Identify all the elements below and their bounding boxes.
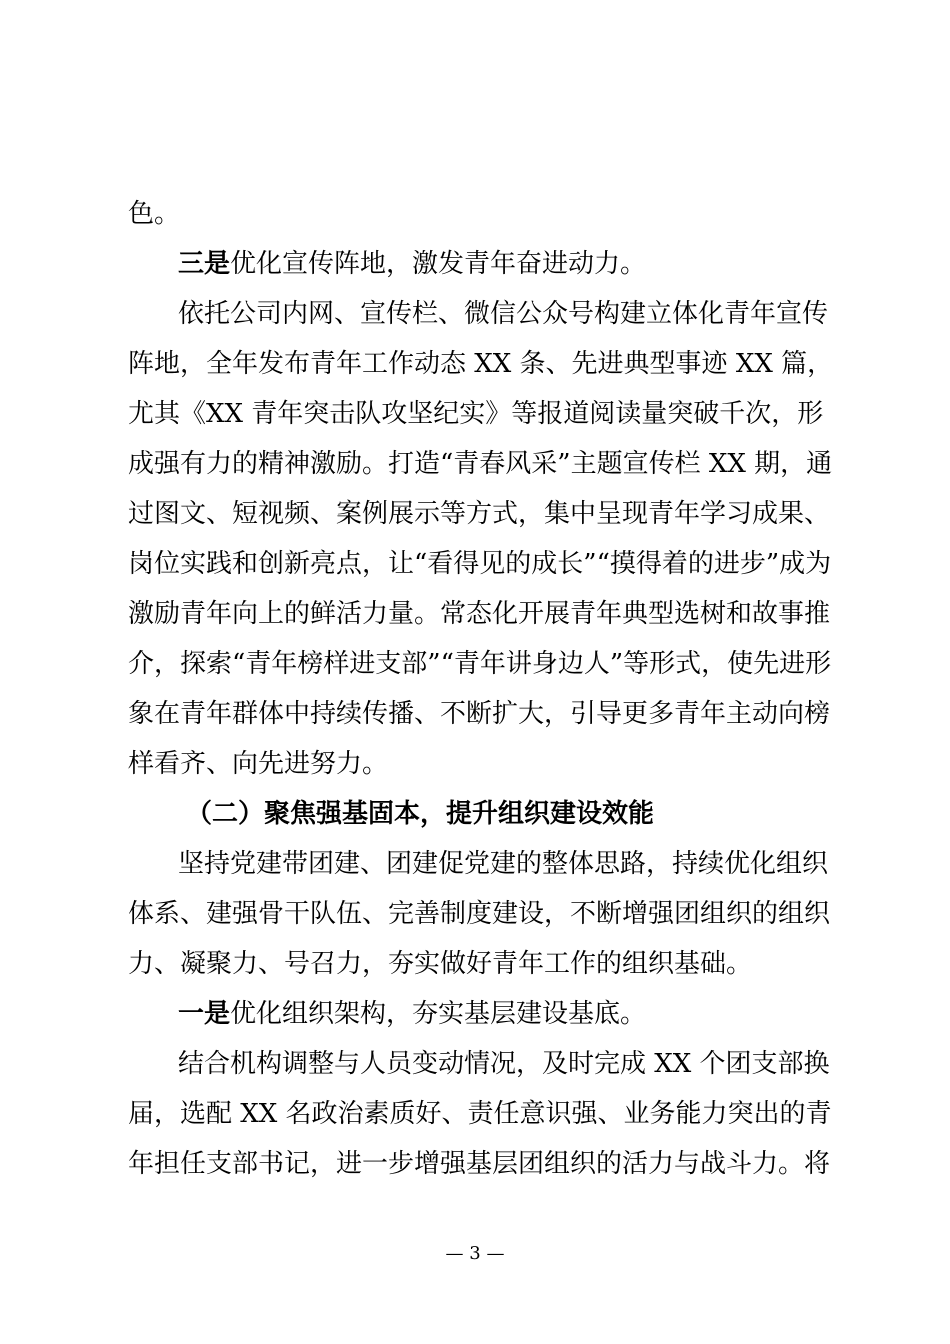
paragraph-line: 样看齐、向先进努力。	[128, 749, 389, 779]
paragraph-line: 体系、建强骨干队伍、完善制度建设，不断增强团组织的组织	[128, 899, 831, 929]
paragraph-line: 岗位实践和创新亮点，让“看得见的成长”“摸得着的进步”成为	[128, 549, 832, 579]
section-point-heading	[178, 244, 646, 284]
paragraph-line: 过图文、短视频、案例展示等方式，集中呈现青年学习成果、	[128, 499, 831, 529]
paragraph-line: 象在青年群体中持续传播、不断扩大，引导更多青年主动向榜	[128, 699, 831, 729]
paragraph-line: 介，探索“青年榜样进支部”“青年讲身边人”等形式，使先进形	[128, 649, 832, 679]
section-point-heading	[178, 994, 646, 1034]
point-label: 一是	[178, 999, 231, 1029]
paragraph-line: 激励青年向上的鲜活力量。常态化开展青年典型选树和故事推	[128, 599, 831, 629]
paragraph-line: 色。	[128, 199, 181, 229]
paragraph-line: 成强有力的精神激励。打造“青春风采”主题宣传栏 XX 期，通	[128, 449, 833, 479]
paragraph-line: 力、凝聚力、号召力，夯实做好青年工作的组织基础。	[128, 949, 753, 979]
section-heading: （二）聚焦强基固本，提升组织建设效能	[186, 799, 655, 829]
paragraph-line: 尤其《XX 青年突击队攻坚纪实》等报道阅读量突破千次，形	[128, 399, 824, 429]
paragraph-line: 依托公司内网、宣传栏、微信公众号构建立体化青年宣传	[178, 299, 829, 329]
paragraph-line: 结合机构调整与人员变动情况，及时完成 XX 个团支部换	[178, 1049, 830, 1079]
point-title: 优化组织架构，夯实基层建设基底。	[230, 999, 647, 1029]
paragraph-line: 届，选配 XX 名政治素质好、责任意识强、业务能力突出的青	[128, 1099, 832, 1129]
paragraph-line: 阵地，全年发布青年工作动态 XX 条、先进典型事迹 XX 篇，	[128, 349, 834, 379]
page-number: — 3 —	[445, 1243, 505, 1264]
paragraph-line: 坚持党建带团建、团建促党建的整体思路，持续优化组织	[178, 849, 829, 879]
paragraph-line: 年担任支部书记，进一步增强基层团组织的活力与战斗力。将	[128, 1149, 831, 1179]
point-label: 三是	[178, 249, 231, 279]
point-title: 优化宣传阵地，激发青年奋进动力。	[230, 249, 647, 279]
